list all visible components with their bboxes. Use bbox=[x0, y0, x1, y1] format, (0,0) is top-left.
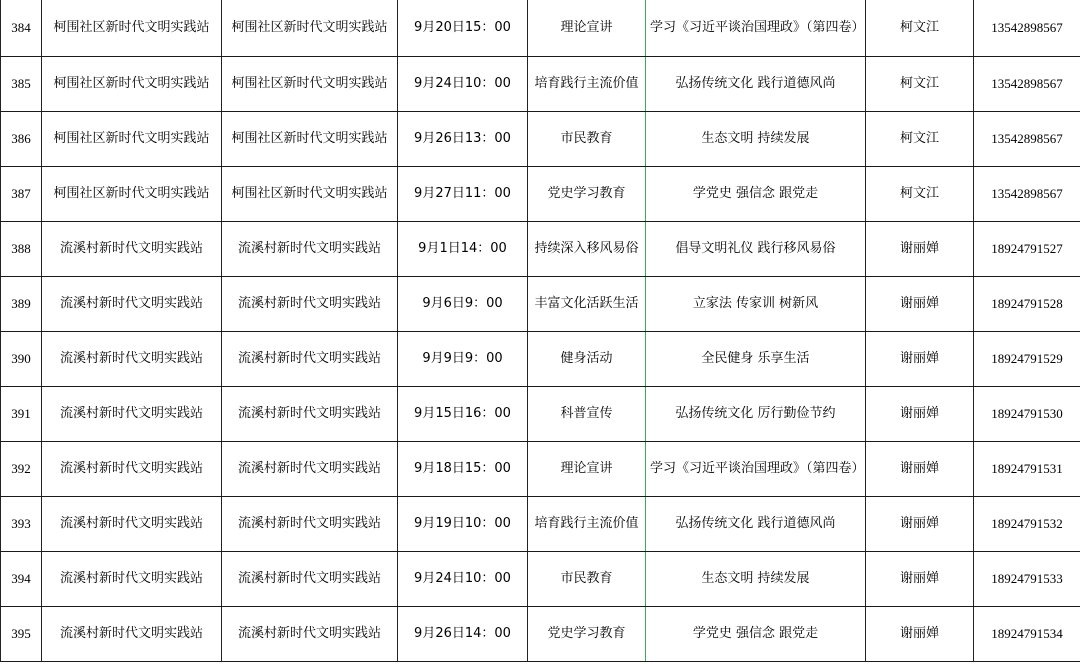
activity-type-cell: 丰富文化活跃生活 bbox=[528, 276, 646, 331]
activity-type-cell: 党史学习教育 bbox=[528, 166, 646, 221]
station-name-cell: 流溪村新时代文明实践站 bbox=[42, 441, 222, 496]
table-row bbox=[1, 166, 1080, 221]
station-name-cell: 柯围社区新时代文明实践站 bbox=[42, 111, 222, 166]
activity-topic-cell: 生态文明 持续发展 bbox=[646, 551, 866, 606]
activity-topic-cell: 学习《习近平谈治国理政》（第四卷） bbox=[646, 441, 866, 496]
activity-time-cell: 9月24日10：00 bbox=[398, 551, 528, 606]
table-row bbox=[1, 276, 1080, 331]
activity-type-cell: 培育践行主流价值 bbox=[528, 496, 646, 551]
table-body bbox=[1, 0, 1080, 661]
row-number-cell: 393 bbox=[1, 496, 42, 551]
station-name-cell: 流溪村新时代文明实践站 bbox=[42, 386, 222, 441]
activity-topic-cell: 倡导文明礼仪 践行移风易俗 bbox=[646, 221, 866, 276]
contact-phone-cell: 18924791533 bbox=[974, 551, 1080, 606]
activity-type-cell: 健身活动 bbox=[528, 331, 646, 386]
venue-cell: 流溪村新时代文明实践站 bbox=[222, 441, 398, 496]
activity-type-cell: 党史学习教育 bbox=[528, 606, 646, 661]
row-number-cell: 389 bbox=[1, 276, 42, 331]
contact-person-cell: 柯文江 bbox=[866, 56, 974, 111]
activity-type-cell: 市民教育 bbox=[528, 551, 646, 606]
contact-person-cell: 谢丽婵 bbox=[866, 331, 974, 386]
station-name-cell: 流溪村新时代文明实践站 bbox=[42, 496, 222, 551]
table-row bbox=[1, 441, 1080, 496]
station-name-cell: 柯围社区新时代文明实践站 bbox=[42, 56, 222, 111]
activity-topic-cell: 学党史 强信念 跟党走 bbox=[646, 606, 866, 661]
contact-person-cell: 谢丽婵 bbox=[866, 386, 974, 441]
contact-phone-cell: 18924791531 bbox=[974, 441, 1080, 496]
row-number-cell: 388 bbox=[1, 221, 42, 276]
activity-type-cell: 科普宣传 bbox=[528, 386, 646, 441]
activity-type-cell: 市民教育 bbox=[528, 111, 646, 166]
venue-cell: 流溪村新时代文明实践站 bbox=[222, 221, 398, 276]
activity-topic-cell: 弘扬传统文化 践行道德风尚 bbox=[646, 56, 866, 111]
venue-cell: 柯围社区新时代文明实践站 bbox=[222, 111, 398, 166]
activity-time-cell: 9月19日10：00 bbox=[398, 496, 528, 551]
activity-time-cell: 9月24日10：00 bbox=[398, 56, 528, 111]
table-row bbox=[1, 386, 1080, 441]
row-number-cell: 384 bbox=[1, 0, 42, 56]
station-name-cell: 柯围社区新时代文明实践站 bbox=[42, 166, 222, 221]
contact-person-cell: 谢丽婵 bbox=[866, 606, 974, 661]
contact-person-cell: 谢丽婵 bbox=[866, 221, 974, 276]
venue-cell: 流溪村新时代文明实践站 bbox=[222, 606, 398, 661]
row-number-cell: 387 bbox=[1, 166, 42, 221]
contact-phone-cell: 13542898567 bbox=[974, 56, 1080, 111]
contact-phone-cell: 13542898567 bbox=[974, 111, 1080, 166]
contact-person-cell: 柯文江 bbox=[866, 111, 974, 166]
contact-phone-cell: 18924791527 bbox=[974, 221, 1080, 276]
activity-topic-cell: 学习《习近平谈治国理政》（第四卷） bbox=[646, 0, 866, 56]
row-number-cell: 395 bbox=[1, 606, 42, 661]
table-row bbox=[1, 221, 1080, 276]
activity-time-cell: 9月20日15：00 bbox=[398, 0, 528, 56]
row-number-cell: 391 bbox=[1, 386, 42, 441]
venue-cell: 流溪村新时代文明实践站 bbox=[222, 386, 398, 441]
contact-phone-cell: 18924791532 bbox=[974, 496, 1080, 551]
contact-person-cell: 谢丽婵 bbox=[866, 551, 974, 606]
activity-topic-cell: 学党史 强信念 跟党走 bbox=[646, 166, 866, 221]
activity-time-cell: 9月18日15：00 bbox=[398, 441, 528, 496]
activity-time-cell: 9月15日16：00 bbox=[398, 386, 528, 441]
row-number-cell: 394 bbox=[1, 551, 42, 606]
contact-person-cell: 谢丽婵 bbox=[866, 496, 974, 551]
venue-cell: 柯围社区新时代文明实践站 bbox=[222, 56, 398, 111]
station-name-cell: 流溪村新时代文明实践站 bbox=[42, 551, 222, 606]
station-name-cell: 流溪村新时代文明实践站 bbox=[42, 221, 222, 276]
table-row bbox=[1, 331, 1080, 386]
contact-person-cell: 谢丽婵 bbox=[866, 441, 974, 496]
activity-type-cell: 理论宣讲 bbox=[528, 441, 646, 496]
contact-person-cell: 柯文江 bbox=[866, 166, 974, 221]
contact-phone-cell: 18924791534 bbox=[974, 606, 1080, 661]
table-row bbox=[1, 111, 1080, 166]
row-number-cell: 390 bbox=[1, 331, 42, 386]
activity-time-cell: 9月27日11：00 bbox=[398, 166, 528, 221]
venue-cell: 柯围社区新时代文明实践站 bbox=[222, 0, 398, 56]
table-row bbox=[1, 0, 1080, 56]
table-row bbox=[1, 551, 1080, 606]
activity-time-cell: 9月1日14：00 bbox=[398, 221, 528, 276]
activity-type-cell: 理论宣讲 bbox=[528, 0, 646, 56]
activity-time-cell: 9月9日9：00 bbox=[398, 331, 528, 386]
station-name-cell: 流溪村新时代文明实践站 bbox=[42, 331, 222, 386]
activity-topic-cell: 弘扬传统文化 践行道德风尚 bbox=[646, 496, 866, 551]
row-number-cell: 392 bbox=[1, 441, 42, 496]
table-row bbox=[1, 56, 1080, 111]
activity-time-cell: 9月26日13：00 bbox=[398, 111, 528, 166]
venue-cell: 流溪村新时代文明实践站 bbox=[222, 496, 398, 551]
activity-topic-cell: 全民健身 乐享生活 bbox=[646, 331, 866, 386]
activity-type-cell: 持续深入移风易俗 bbox=[528, 221, 646, 276]
station-name-cell: 流溪村新时代文明实践站 bbox=[42, 276, 222, 331]
contact-phone-cell: 18924791528 bbox=[974, 276, 1080, 331]
contact-phone-cell: 18924791529 bbox=[974, 331, 1080, 386]
activity-topic-cell: 立家法 传家训 树新风 bbox=[646, 276, 866, 331]
contact-phone-cell: 18924791530 bbox=[974, 386, 1080, 441]
activity-time-cell: 9月26日14：00 bbox=[398, 606, 528, 661]
contact-person-cell: 柯文江 bbox=[866, 0, 974, 56]
row-number-cell: 385 bbox=[1, 56, 42, 111]
row-number-cell: 386 bbox=[1, 111, 42, 166]
venue-cell: 流溪村新时代文明实践站 bbox=[222, 331, 398, 386]
contact-phone-cell: 13542898567 bbox=[974, 0, 1080, 56]
station-name-cell: 柯围社区新时代文明实践站 bbox=[42, 0, 222, 56]
table-row bbox=[1, 606, 1080, 661]
venue-cell: 柯围社区新时代文明实践站 bbox=[222, 166, 398, 221]
contact-phone-cell: 13542898567 bbox=[974, 166, 1080, 221]
station-name-cell: 流溪村新时代文明实践站 bbox=[42, 606, 222, 661]
activity-topic-cell: 生态文明 持续发展 bbox=[646, 111, 866, 166]
contact-person-cell: 谢丽婵 bbox=[866, 276, 974, 331]
activity-type-cell: 培育践行主流价值 bbox=[528, 56, 646, 111]
table-row bbox=[1, 496, 1080, 551]
venue-cell: 流溪村新时代文明实践站 bbox=[222, 276, 398, 331]
venue-cell: 流溪村新时代文明实践站 bbox=[222, 551, 398, 606]
activity-time-cell: 9月6日9：00 bbox=[398, 276, 528, 331]
activity-topic-cell: 弘扬传统文化 厉行勤俭节约 bbox=[646, 386, 866, 441]
